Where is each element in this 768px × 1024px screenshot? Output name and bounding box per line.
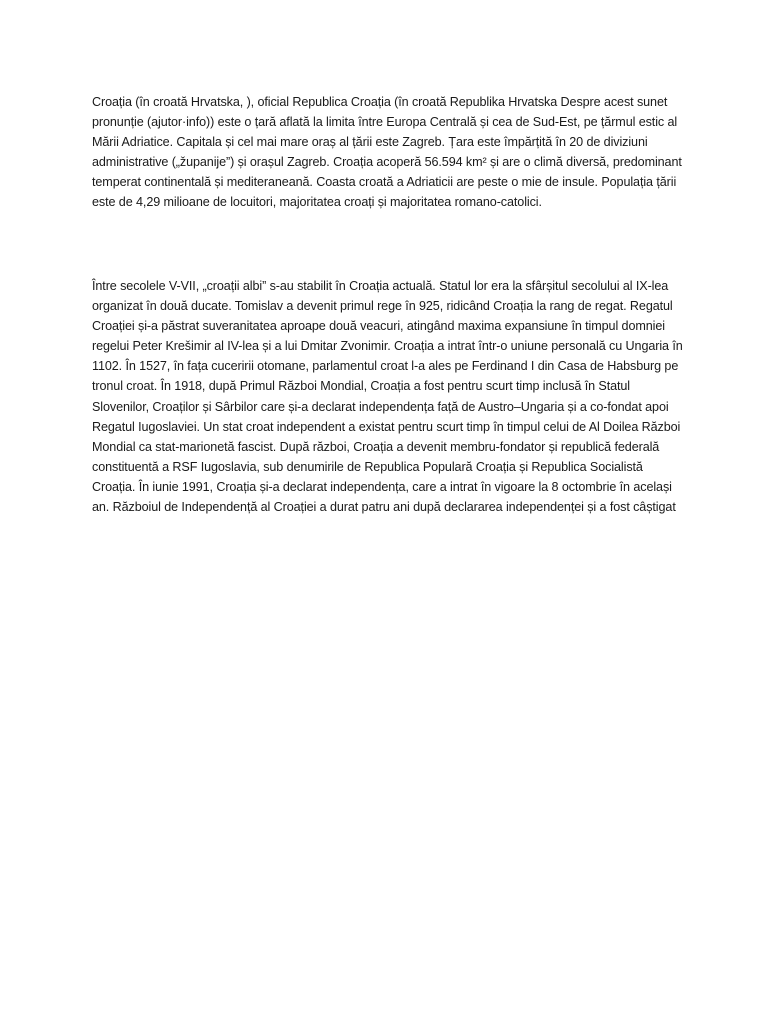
paragraph-history: Între secolele V-VII, „croații albi” s-au stabilit în Croația actuală. Statul lor era la sfârșitul secolului al IX-lea organizat în două ducate. Tomislav a devenit primul rege în 925, ridicând Croația la rang de regat. Regatul Croației și-a păstrat suveranitatea aproape două veacuri, atingând maxima expansiune în timpul domniei regelui Peter Krešimir al IV-lea și a lui Dmitar Zvonimir. Croația a intrat într-o uniune personală cu Ungaria în 1102. În 1527, în fața cuceririi otomane, parlamentul croat l-a ales pe Ferdinand I din Casa de Habsburg pe tronul croat. În 1918, după Primul Război Mondial, Croația a fost pentru scurt timp inclusă în Statul Slovenilor, Croaților și Sârbilor care și-a declarat independența față de Austro–Ungaria și a co-fondat apoi Regatul Iugoslaviei. Un stat croat independent a existat pentru scurt timp în timpul celui de Al Doilea Război Mondial ca stat-marionetă fascist. După război, Croația a devenit membru-fondator și republică federală constituentă a RSF Iugoslavia, sub denumirile de Republica Populară Croația și Republica Socialistă Croația. În iunie 1991, Croația și-a declarat independența, care a intrat în vigoare la 8 octombrie în același an. Războiul de Independență al Croației a durat patru ani după declararea independenței și a fost câștigat: [92, 279, 683, 515]
paragraph-intro: Croația (în croată Hrvatska, ), oficial Republica Croația (în croată Republika Hrvatska Despre acest sunet pronunție (ajutor·info)) este o țară aflată la limita între Europa Centrală și cea de Sud-Est, pe țărmul estic al Mării Adriatice. Capitala și cel mai mare oraș al țării este Zagreb. Țara este împărțită în 20 de diviziuni administrative („županije”) și orașul Zagreb. Croația acoperă 56.594 km² și are o climă diversă, predominant temperat continentală și mediteraneană. Coasta croată a Adriaticii are peste o mie de insule. Populația țării este de 4,29 milioane de locuitori, majoritatea croați și majoritatea romano-catolici.: [92, 95, 682, 210]
